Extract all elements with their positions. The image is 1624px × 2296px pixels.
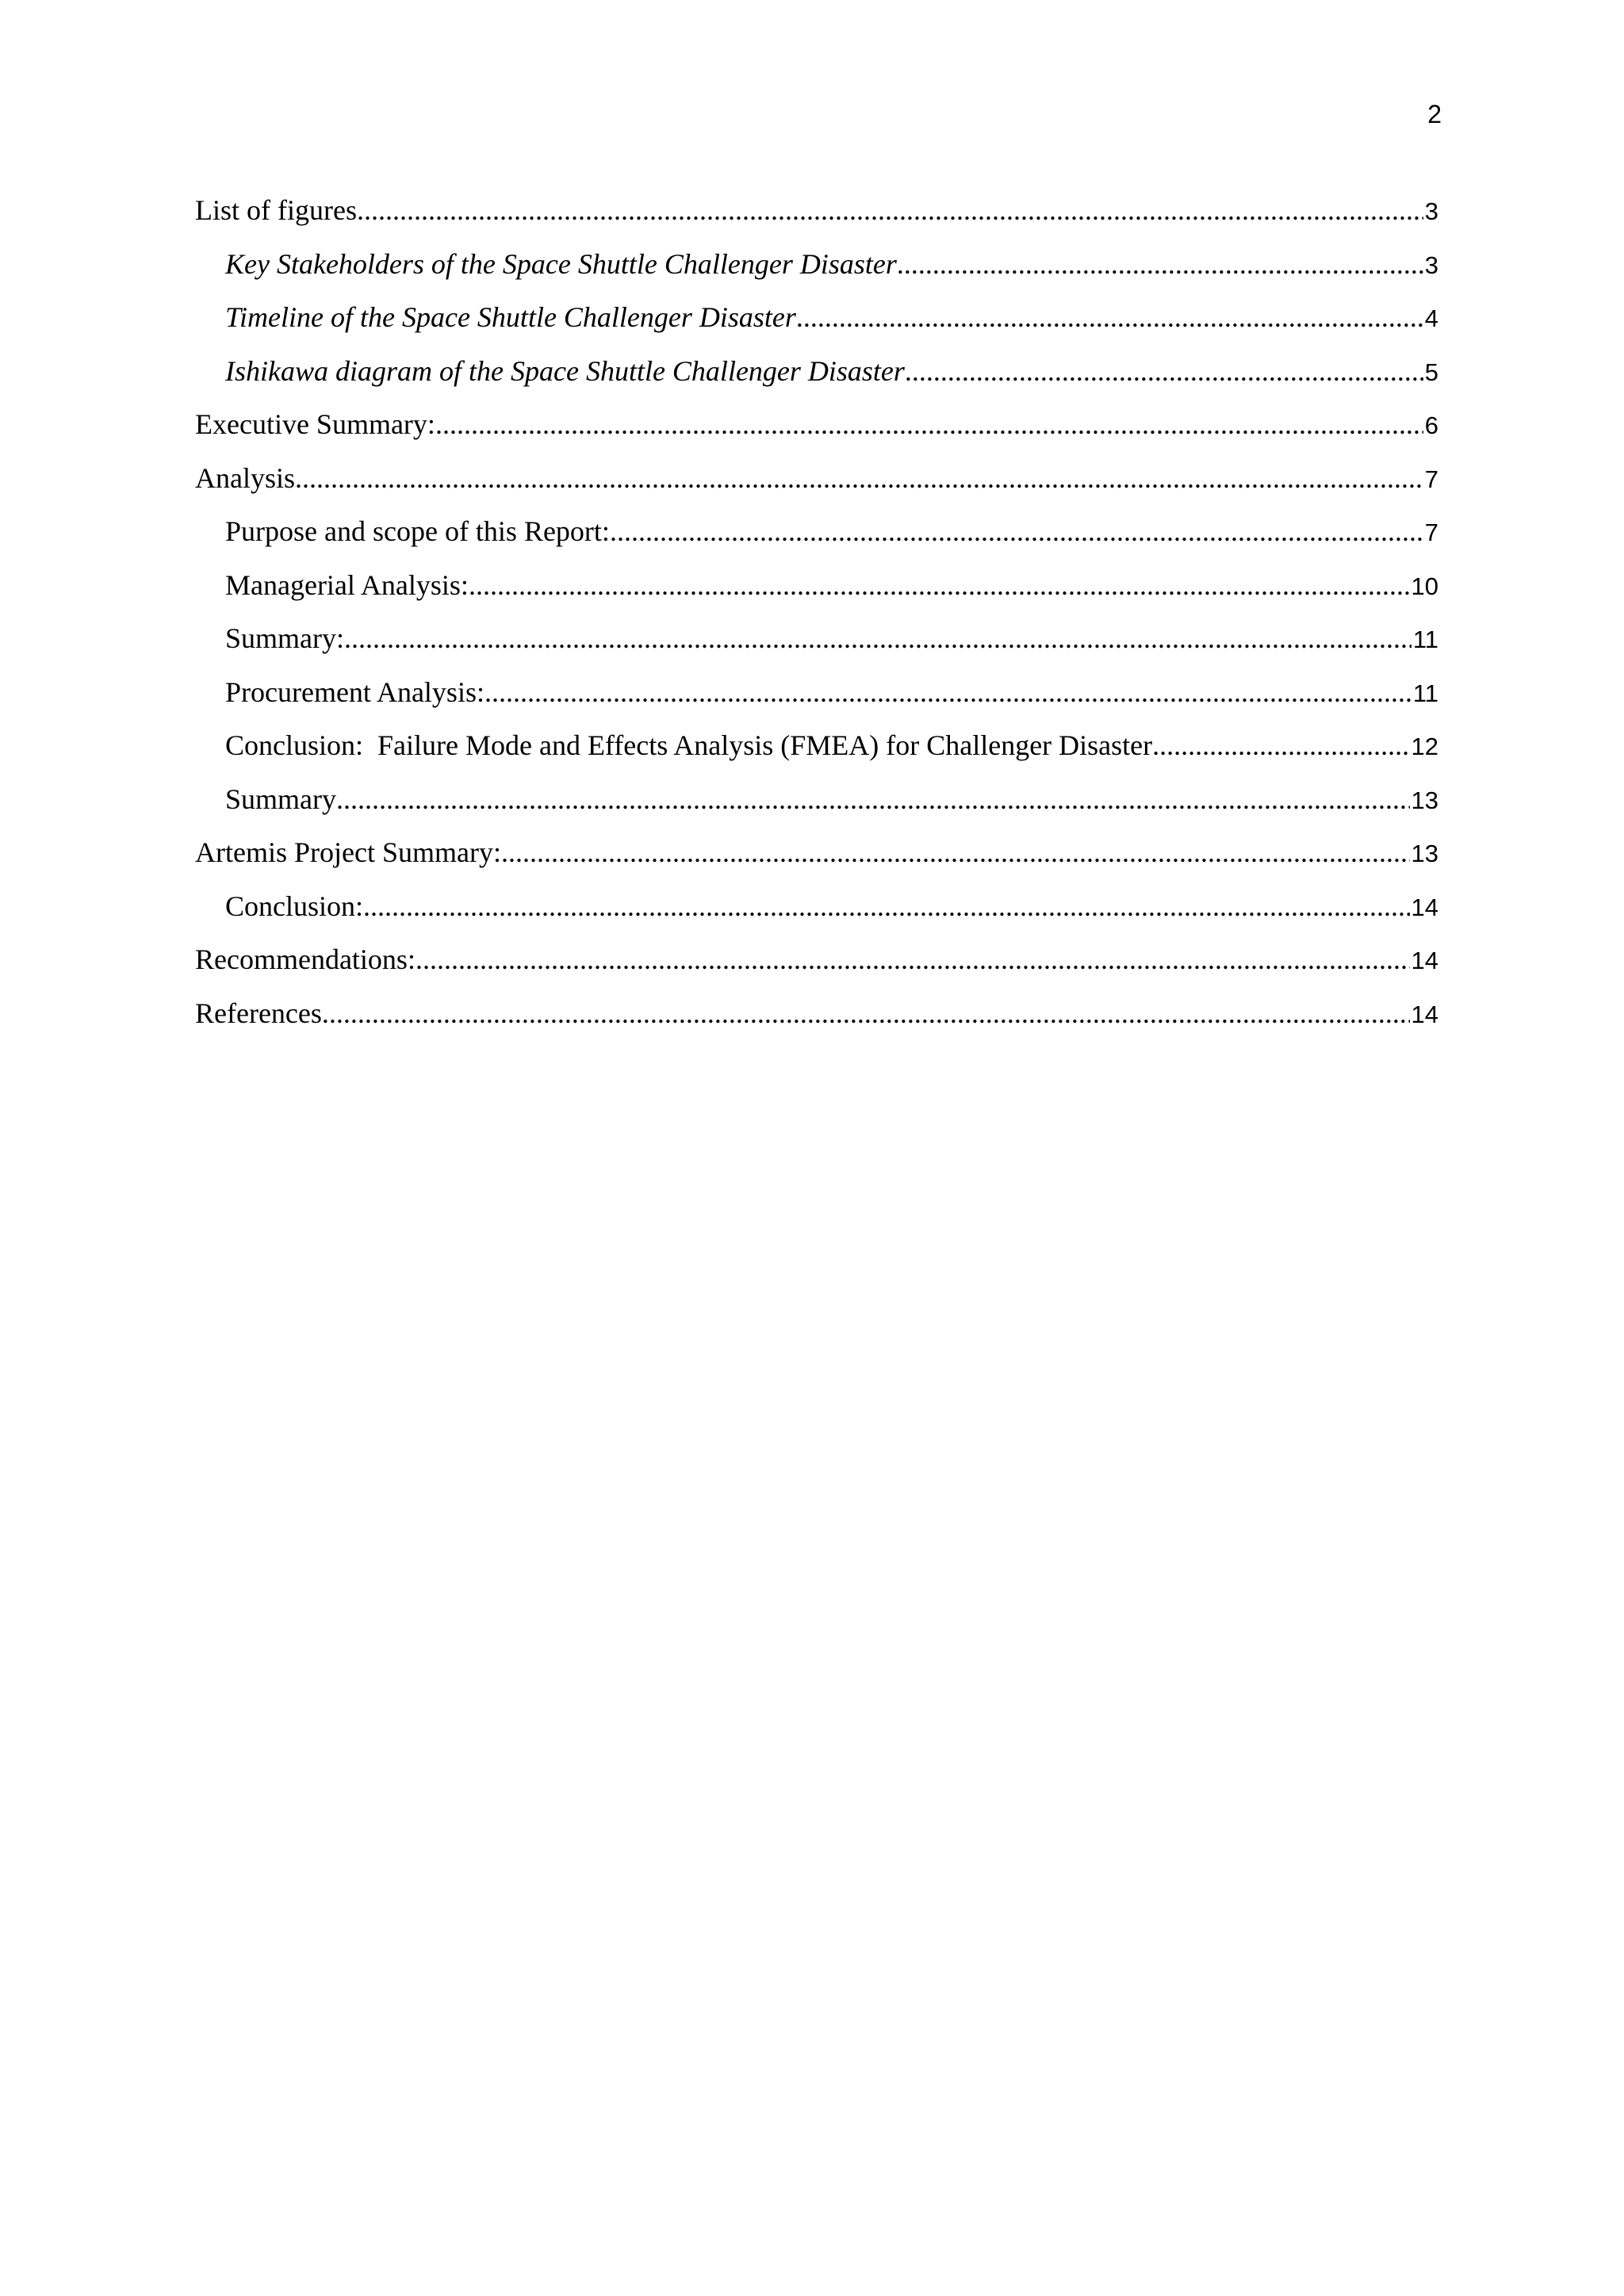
toc-entry-key-stakeholders[interactable] — [195, 247, 1438, 304]
toc-entry-page: 7 — [1424, 465, 1438, 493]
toc-entry-title: Procurement Analysis: — [225, 675, 485, 708]
toc-entry-title: Purpose and scope of this Report: — [225, 515, 610, 547]
table-of-contents — [195, 196, 1438, 1052]
toc-entry-page: 6 — [1424, 411, 1438, 439]
toc-dot-leader — [344, 624, 1411, 652]
toc-entry-procurement-analysis[interactable] — [195, 675, 1438, 732]
toc-entry-page: 13 — [1411, 840, 1438, 867]
toc-entry-page: 5 — [1424, 358, 1438, 386]
toc-entry-title: Conclusion: — [225, 890, 364, 922]
toc-entry-ishikawa-diagram[interactable] — [195, 354, 1438, 411]
toc-entry-page: 3 — [1424, 251, 1438, 279]
toc-entry-page: 11 — [1412, 679, 1438, 707]
toc-entry-title: Recommendations: — [195, 943, 416, 975]
toc-entry-analysis[interactable] — [195, 461, 1438, 518]
toc-entry-page: 14 — [1411, 1000, 1438, 1028]
toc-entry-page: 3 — [1424, 197, 1438, 225]
page-number: 2 — [1427, 100, 1442, 128]
toc-entry-title: Timeline of the Space Shuttle Challenger Disaster — [225, 301, 796, 333]
toc-entry-title: Conclusion: Failure Mode and Effects Analysis (FMEA) for Challenger Disaster — [225, 729, 1153, 761]
toc-dot-leader — [501, 838, 1410, 867]
toc-dot-leader — [485, 678, 1411, 706]
toc-entry-title: Analysis — [195, 461, 295, 494]
toc-dot-leader — [796, 303, 1423, 331]
toc-entry-artemis-project-summary[interactable] — [195, 838, 1438, 892]
toc-entry-page: 11 — [1412, 626, 1438, 653]
toc-dot-leader — [435, 410, 1423, 438]
toc-entry-title: Artemis Project Summary: — [195, 836, 501, 868]
toc-entry-page: 4 — [1424, 304, 1438, 332]
toc-entry-page: 12 — [1411, 733, 1438, 760]
toc-dot-leader — [905, 357, 1423, 385]
toc-entry-title: Executive Summary: — [195, 408, 435, 440]
toc-dot-leader — [322, 999, 1410, 1027]
toc-entry-title: Summary: — [225, 622, 344, 654]
toc-entry-title: Key Stakeholders of the Space Shuttle Challenger Disaster — [225, 247, 897, 280]
toc-entry-recommendations[interactable] — [195, 945, 1438, 999]
toc-entry-managerial-analysis[interactable] — [195, 568, 1438, 625]
toc-entry-purpose-and-scope[interactable] — [195, 517, 1438, 571]
toc-dot-leader — [469, 571, 1410, 599]
toc-dot-leader — [363, 892, 1410, 920]
toc-entry-list-of-figures[interactable] — [195, 196, 1438, 250]
toc-entry-title: Managerial Analysis: — [225, 568, 469, 601]
toc-dot-leader — [416, 945, 1410, 974]
toc-entry-page: 14 — [1411, 893, 1438, 921]
toc-entry-conclusion-fmea[interactable] — [195, 731, 1438, 785]
toc-entry-title: References — [195, 997, 322, 1029]
toc-entry-summary-1[interactable] — [195, 624, 1438, 678]
toc-entry-summary-2[interactable] — [195, 785, 1438, 839]
toc-entry-title: List of figures — [195, 194, 357, 226]
toc-dot-leader — [357, 196, 1423, 224]
toc-entry-page: 14 — [1411, 947, 1438, 974]
toc-dot-leader — [610, 517, 1423, 545]
toc-entry-page: 10 — [1411, 572, 1438, 600]
toc-dot-leader — [897, 250, 1423, 278]
toc-entry-title: Ishikawa diagram of the Space Shuttle Challenger Disaster — [225, 354, 905, 387]
toc-entry-page: 13 — [1411, 786, 1438, 814]
toc-entry-page: 7 — [1424, 519, 1438, 546]
toc-dot-leader — [1152, 731, 1409, 760]
toc-entry-references[interactable] — [195, 999, 1438, 1053]
toc-entry-conclusion[interactable] — [195, 892, 1438, 946]
toc-entry-timeline[interactable] — [195, 303, 1438, 357]
toc-dot-leader — [295, 464, 1423, 492]
toc-dot-leader — [336, 785, 1410, 813]
toc-entry-title: Summary — [225, 783, 336, 815]
toc-entry-executive-summary[interactable] — [195, 410, 1438, 464]
